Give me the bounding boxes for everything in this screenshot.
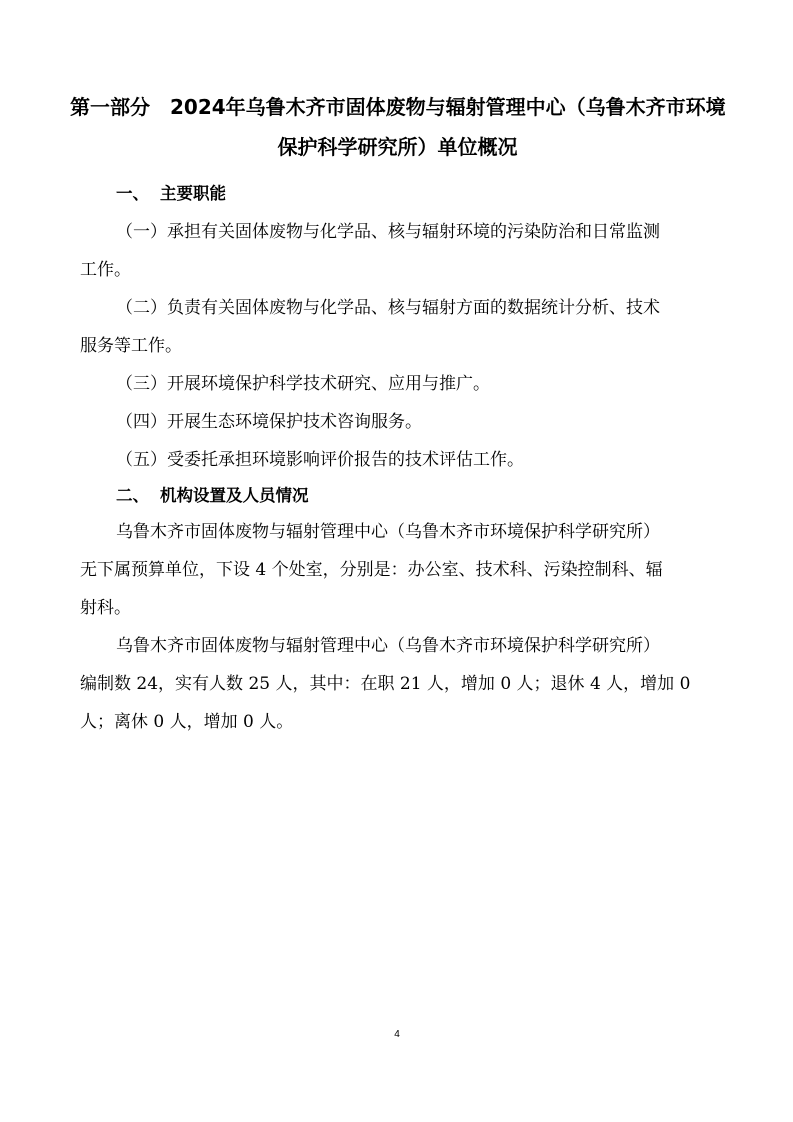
section-heading-organization [116,488,309,505]
page-number: 4 [394,1029,400,1040]
page-title-line-1: 第一部分 2024年乌鲁木齐市固体废物与辐射管理中心（乌鲁木齐市环境 [70,95,726,119]
section-number: 一、 [116,184,149,203]
section-heading-text: 机构设置及人员情况 [160,486,309,505]
organization-paragraph-1-line-1: 乌鲁木齐市固体废物与辐射管理中心（乌鲁木齐市环境保护科学研究所） [116,522,660,542]
function-item-3: （三）开展环境保护科学技术研究、应用与推广。 [116,374,490,394]
function-item-4: （四）开展生态环境保护技术咨询服务。 [116,412,422,432]
section-number: 二、 [116,486,149,505]
function-item-5: （五）受委托承担环境影响评价报告的技术评估工作。 [116,450,524,470]
function-item-1-line-1: （一）承担有关固体废物与化学品、核与辐射环境的污染防治和日常监测 [116,222,660,242]
staffing-paragraph-line-1: 乌鲁木齐市固体废物与辐射管理中心（乌鲁木齐市环境保护科学研究所） [116,636,660,656]
staffing-paragraph-line-3: 人；离休 0 人，增加 0 人。 [80,712,294,732]
function-item-1-line-2: 工作。 [80,260,131,280]
organization-paragraph-1-line-3: 射科。 [80,598,131,618]
staffing-paragraph-line-2: 编制数 24，实有人数 25 人，其中：在职 21 人，增加 0 人；退休 4 人，增加 0 [80,674,691,694]
section-heading-text: 主要职能 [160,184,226,203]
section-heading-main-functions [116,186,226,203]
function-item-2-line-2: 服务等工作。 [80,336,182,356]
organization-paragraph-1-line-2: 无下属预算单位，下设 4 个处室，分别是：办公室、技术科、污染控制科、辐 [80,560,663,580]
function-item-2-line-1: （二）负责有关固体废物与化学品、核与辐射方面的数据统计分析、技术 [116,298,660,318]
page-title-line-2: 保护科学研究所）单位概况 [277,135,518,159]
